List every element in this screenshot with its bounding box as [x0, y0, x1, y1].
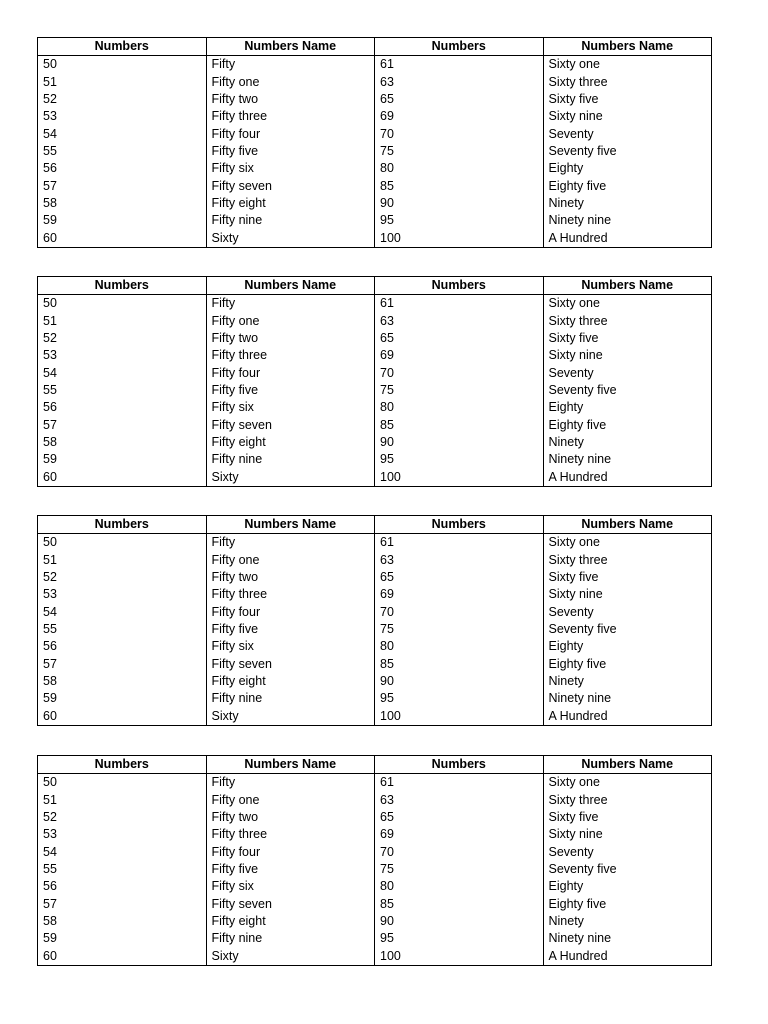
number-name-cell: Fifty six: [206, 160, 375, 177]
header-numbers-name: Numbers Name: [206, 756, 375, 774]
table-row: [38, 708, 712, 726]
number-cell: 54: [43, 365, 57, 380]
table-row: [38, 451, 712, 468]
number-cell: 65: [375, 91, 544, 108]
number-names-table: [37, 276, 712, 487]
number-name-cell: Ninety nine: [543, 212, 712, 229]
number-cell: 65: [375, 330, 544, 347]
number-name-cell: Fifty two: [206, 330, 375, 347]
number-name-cell: Sixty: [206, 948, 375, 966]
table-row: [38, 913, 712, 930]
number-name-cell: Fifty nine: [206, 930, 375, 947]
number-name-cell: Sixty: [206, 708, 375, 726]
number-cell: 51: [43, 74, 57, 89]
number-cell: 61: [375, 295, 544, 313]
number-cell: 63: [375, 791, 544, 808]
number-cell: 75: [375, 621, 544, 638]
table-row: [38, 603, 712, 620]
number-name-cell: Ninety: [543, 673, 712, 690]
table-row: [38, 108, 712, 125]
number-cell: 59: [43, 691, 57, 706]
table-row: [38, 791, 712, 808]
header-numbers-name: Numbers Name: [543, 756, 712, 774]
number-name-cell: Fifty five: [206, 382, 375, 399]
number-cell: 58: [43, 674, 57, 689]
number-cell: 100: [375, 469, 544, 487]
number-name-cell: Sixty one: [543, 295, 712, 313]
number-name-cell: Eighty five: [543, 896, 712, 913]
number-cell: 70: [375, 603, 544, 620]
table-row: [38, 195, 712, 212]
number-name-cell: Seventy five: [543, 621, 712, 638]
table-row: [38, 534, 712, 552]
number-cell: 80: [375, 878, 544, 895]
number-name-cell: Fifty nine: [206, 212, 375, 229]
number-name-cell: Fifty one: [206, 551, 375, 568]
header-numbers-name: Numbers Name: [206, 38, 375, 56]
number-cell: 58: [43, 914, 57, 929]
number-cell: 50: [43, 296, 57, 311]
number-name-cell: Fifty seven: [206, 896, 375, 913]
number-name-cell: Sixty three: [543, 312, 712, 329]
number-name-cell: Sixty nine: [543, 347, 712, 364]
number-cell: 55: [43, 861, 57, 876]
number-cell: 53: [43, 109, 57, 124]
number-cell: 59: [43, 931, 57, 946]
number-cell: 63: [375, 551, 544, 568]
number-name-cell: Fifty six: [206, 878, 375, 895]
table-row: [38, 690, 712, 707]
number-cell: 75: [375, 143, 544, 160]
number-cell: 60: [43, 469, 57, 484]
number-cell: 53: [43, 587, 57, 602]
number-cell: 85: [375, 896, 544, 913]
number-name-cell: A Hundred: [543, 708, 712, 726]
header-numbers: Numbers: [375, 277, 544, 295]
table-header: [38, 756, 712, 774]
number-name-cell: Ninety nine: [543, 930, 712, 947]
number-name-cell: Fifty two: [206, 569, 375, 586]
number-cell: 85: [375, 417, 544, 434]
table-row: [38, 91, 712, 108]
header-numbers: Numbers: [38, 277, 207, 295]
number-name-cell: Fifty six: [206, 638, 375, 655]
number-cell: 59: [43, 213, 57, 228]
number-name-cell: Fifty five: [206, 143, 375, 160]
number-name-cell: Sixty five: [543, 91, 712, 108]
number-name-cell: Ninety: [543, 434, 712, 451]
number-cell: 51: [43, 792, 57, 807]
number-name-cell: Eighty: [543, 878, 712, 895]
number-name-cell: Fifty nine: [206, 690, 375, 707]
number-cell: 95: [375, 451, 544, 468]
header-numbers-name: Numbers Name: [206, 277, 375, 295]
number-name-cell: Fifty six: [206, 399, 375, 416]
number-cell: 65: [375, 569, 544, 586]
number-cell: 56: [43, 161, 57, 176]
table-row: [38, 73, 712, 90]
number-name-cell: Sixty one: [543, 56, 712, 74]
number-cell: 100: [375, 708, 544, 726]
number-cell: 58: [43, 196, 57, 211]
table-row: [38, 230, 712, 248]
number-cell: 61: [375, 56, 544, 74]
header-row: [38, 756, 712, 774]
number-name-cell: Ninety nine: [543, 690, 712, 707]
table-row: [38, 417, 712, 434]
number-cell: 52: [43, 91, 57, 106]
table-header: [38, 516, 712, 534]
number-name-cell: Sixty one: [543, 774, 712, 792]
number-cell: 100: [375, 230, 544, 248]
number-name-cell: Fifty four: [206, 603, 375, 620]
number-name-cell: Fifty eight: [206, 195, 375, 212]
number-cell: 60: [43, 948, 57, 963]
table-row: [38, 312, 712, 329]
table-row: [38, 809, 712, 826]
number-name-cell: Fifty four: [206, 843, 375, 860]
table-row: [38, 160, 712, 177]
number-cell: 61: [375, 774, 544, 792]
number-name-cell: Seventy five: [543, 861, 712, 878]
table-row: [38, 330, 712, 347]
number-name-cell: Fifty eight: [206, 673, 375, 690]
number-name-cell: Fifty two: [206, 91, 375, 108]
number-cell: 50: [43, 535, 57, 550]
number-cell: 55: [43, 621, 57, 636]
table-row: [38, 948, 712, 966]
number-name-cell: Sixty: [206, 230, 375, 248]
number-cell: 59: [43, 452, 57, 467]
number-name-cell: A Hundred: [543, 469, 712, 487]
number-name-cell: Eighty five: [543, 417, 712, 434]
number-cell: 57: [43, 178, 57, 193]
number-cell: 58: [43, 435, 57, 450]
number-name-cell: Fifty five: [206, 621, 375, 638]
number-cell: 51: [43, 552, 57, 567]
number-name-cell: Sixty: [206, 469, 375, 487]
table-row: [38, 878, 712, 895]
table-header: [38, 277, 712, 295]
header-row: [38, 516, 712, 534]
number-name-cell: Seventy five: [543, 382, 712, 399]
number-cell: 90: [375, 913, 544, 930]
header-numbers: Numbers: [38, 756, 207, 774]
header-numbers: Numbers: [375, 756, 544, 774]
number-name-cell: Seventy five: [543, 143, 712, 160]
number-cell: 85: [375, 178, 544, 195]
number-name-cell: Eighty five: [543, 656, 712, 673]
header-numbers: Numbers: [375, 38, 544, 56]
table-row: [38, 469, 712, 487]
header-numbers: Numbers: [38, 516, 207, 534]
number-names-table: [37, 515, 712, 726]
number-name-cell: Ninety: [543, 913, 712, 930]
table-row: [38, 125, 712, 142]
number-cell: 55: [43, 382, 57, 397]
number-cell: 50: [43, 57, 57, 72]
number-name-cell: Fifty three: [206, 347, 375, 364]
table-row: [38, 774, 712, 792]
number-name-cell: Fifty three: [206, 826, 375, 843]
table-row: [38, 586, 712, 603]
number-name-cell: Eighty five: [543, 178, 712, 195]
number-name-cell: Fifty: [206, 295, 375, 313]
number-cell: 90: [375, 673, 544, 690]
number-cell: 54: [43, 844, 57, 859]
table-row: [38, 551, 712, 568]
number-name-cell: Sixty three: [543, 73, 712, 90]
table-row: [38, 638, 712, 655]
number-cell: 57: [43, 656, 57, 671]
number-cell: 53: [43, 348, 57, 363]
number-cell: 75: [375, 382, 544, 399]
table-row: [38, 347, 712, 364]
number-name-cell: A Hundred: [543, 948, 712, 966]
table-row: [38, 843, 712, 860]
table-row: [38, 56, 712, 74]
number-cell: 56: [43, 639, 57, 654]
number-cell: 70: [375, 364, 544, 381]
number-cell: 69: [375, 586, 544, 603]
number-name-cell: Ninety: [543, 195, 712, 212]
number-name-cell: Sixty nine: [543, 108, 712, 125]
number-cell: 100: [375, 948, 544, 966]
number-name-cell: Fifty: [206, 774, 375, 792]
number-name-cell: Fifty eight: [206, 434, 375, 451]
number-name-cell: Sixty three: [543, 791, 712, 808]
number-cell: 63: [375, 312, 544, 329]
number-name-cell: Eighty: [543, 638, 712, 655]
table-row: [38, 364, 712, 381]
table-row: [38, 569, 712, 586]
number-name-cell: Fifty two: [206, 809, 375, 826]
number-name-cell: Fifty seven: [206, 417, 375, 434]
number-cell: 60: [43, 708, 57, 723]
table-body: [38, 56, 712, 248]
number-name-cell: Fifty seven: [206, 178, 375, 195]
table-body: [38, 295, 712, 487]
number-cell: 70: [375, 125, 544, 142]
number-cell: 52: [43, 809, 57, 824]
number-name-cell: Fifty three: [206, 586, 375, 603]
number-cell: 85: [375, 656, 544, 673]
header-numbers: Numbers: [375, 516, 544, 534]
header-row: [38, 38, 712, 56]
number-cell: 65: [375, 809, 544, 826]
table-body: [38, 534, 712, 726]
number-name-cell: Fifty three: [206, 108, 375, 125]
table-row: [38, 896, 712, 913]
header-numbers-name: Numbers Name: [543, 516, 712, 534]
number-cell: 56: [43, 400, 57, 415]
number-cell: 90: [375, 434, 544, 451]
table-header: [38, 38, 712, 56]
number-name-cell: Sixty five: [543, 330, 712, 347]
table-row: [38, 861, 712, 878]
number-cell: 69: [375, 347, 544, 364]
number-name-cell: Fifty: [206, 534, 375, 552]
number-cell: 52: [43, 330, 57, 345]
number-name-cell: A Hundred: [543, 230, 712, 248]
number-cell: 57: [43, 896, 57, 911]
table-row: [38, 178, 712, 195]
number-name-cell: Fifty five: [206, 861, 375, 878]
number-cell: 54: [43, 604, 57, 619]
number-cell: 95: [375, 212, 544, 229]
number-name-cell: Sixty nine: [543, 586, 712, 603]
number-name-cell: Eighty: [543, 160, 712, 177]
header-numbers-name: Numbers Name: [543, 38, 712, 56]
number-name-cell: Seventy: [543, 364, 712, 381]
number-cell: 60: [43, 230, 57, 245]
number-name-cell: Sixty nine: [543, 826, 712, 843]
number-name-cell: Eighty: [543, 399, 712, 416]
number-cell: 63: [375, 73, 544, 90]
number-cell: 53: [43, 827, 57, 842]
header-row: [38, 277, 712, 295]
number-cell: 54: [43, 126, 57, 141]
number-cell: 52: [43, 569, 57, 584]
number-cell: 80: [375, 160, 544, 177]
number-cell: 55: [43, 143, 57, 158]
number-name-cell: Fifty: [206, 56, 375, 74]
table-body: [38, 774, 712, 966]
number-name-cell: Fifty four: [206, 364, 375, 381]
number-cell: 95: [375, 930, 544, 947]
number-name-cell: Sixty one: [543, 534, 712, 552]
table-row: [38, 295, 712, 313]
table-row: [38, 930, 712, 947]
number-cell: 51: [43, 313, 57, 328]
table-row: [38, 399, 712, 416]
table-row: [38, 673, 712, 690]
number-name-cell: Sixty five: [543, 809, 712, 826]
header-numbers-name: Numbers Name: [206, 516, 375, 534]
number-cell: 80: [375, 399, 544, 416]
number-name-cell: Fifty seven: [206, 656, 375, 673]
number-cell: 69: [375, 826, 544, 843]
number-names-table: [37, 37, 712, 248]
table-row: [38, 212, 712, 229]
number-name-cell: Fifty eight: [206, 913, 375, 930]
table-row: [38, 382, 712, 399]
number-name-cell: Seventy: [543, 603, 712, 620]
number-cell: 95: [375, 690, 544, 707]
number-cell: 69: [375, 108, 544, 125]
number-name-cell: Fifty one: [206, 312, 375, 329]
table-row: [38, 826, 712, 843]
number-cell: 57: [43, 417, 57, 432]
number-cell: 70: [375, 843, 544, 860]
number-name-cell: Fifty one: [206, 791, 375, 808]
number-cell: 90: [375, 195, 544, 212]
number-cell: 80: [375, 638, 544, 655]
number-name-cell: Fifty one: [206, 73, 375, 90]
header-numbers: Numbers: [38, 38, 207, 56]
table-row: [38, 656, 712, 673]
number-name-cell: Ninety nine: [543, 451, 712, 468]
number-names-table: [37, 755, 712, 966]
table-row: [38, 434, 712, 451]
number-name-cell: Sixty three: [543, 551, 712, 568]
header-numbers-name: Numbers Name: [543, 277, 712, 295]
number-name-cell: Fifty nine: [206, 451, 375, 468]
number-cell: 56: [43, 879, 57, 894]
number-name-cell: Fifty four: [206, 125, 375, 142]
table-row: [38, 143, 712, 160]
number-cell: 50: [43, 775, 57, 790]
number-cell: 61: [375, 534, 544, 552]
number-name-cell: Sixty five: [543, 569, 712, 586]
table-row: [38, 621, 712, 638]
number-name-cell: Seventy: [543, 843, 712, 860]
number-name-cell: Seventy: [543, 125, 712, 142]
number-cell: 75: [375, 861, 544, 878]
